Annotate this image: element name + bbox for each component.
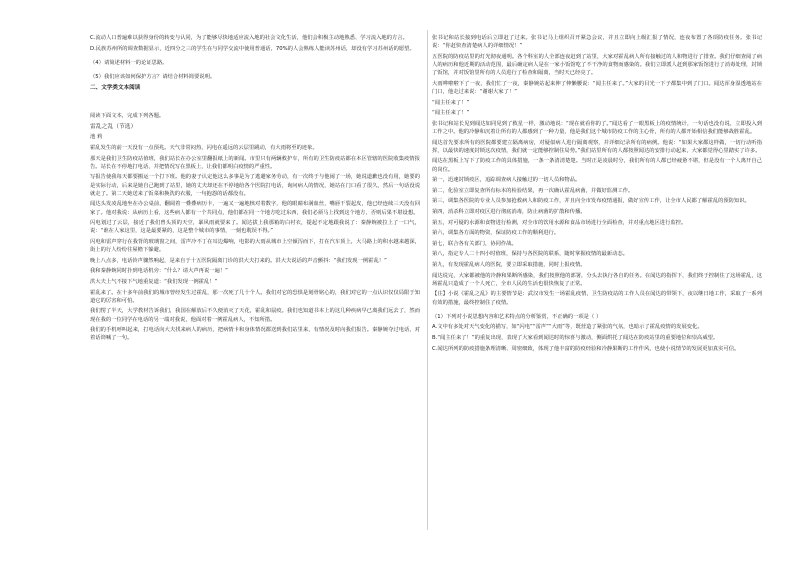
paragraph: 我们的手机呼叫起来，打电话向大夫找来病人的病历，把病情卡和身体情况都送到我们站里来，有情况及时向我们报告。秦静婉夺过电话，对着话筒喊了一句。 <box>90 327 420 342</box>
blank-space <box>90 94 420 112</box>
instruction: 阅读下面文本，完成下列各题。 <box>90 113 165 120</box>
measure-item: 第七，联合各有关部门，协同作战。 <box>432 240 517 247</box>
paragraph: 大雨哗啦啦下了一夜，我们忙了一夜，秦静婉站起来伸了伸懒腰说：“闻主任来了。”大家的目光一下子都集中到了门口。闻达浑身湿透地站在门口，他走过来说：“谢谢大家了！” <box>432 80 762 95</box>
paragraph: 五医院的防疫站里的灯光彻夜通明。各个科室的人全部连夜赶到了站里，大家对霍乱病人所有接触过的人和物进行了排查。我们仔细查阅了病人的病历和他近期的活动范围，最后确定病人是在一家小饭馆吃了不干净的食物而感染的。我们立即派人赶到那家饭馆进行了消毒处理，封锁了饭馆，并对饭馆里所有的人员进行了检查和隔离，当时天已经亮了。 <box>432 53 762 77</box>
dialogue-line: “闻主任来了！” <box>432 110 470 117</box>
measure-item: 第二，化验室立即复查所有标本的检验结果，再一次确认霍乱病菌，并做好监测工作。 <box>432 187 634 194</box>
paragraph: 霍乱发生的前一天没有一点预兆。天气非常闷热，闪电在遥远的云层里跳动，有大雨将至的迹象。 <box>90 144 318 151</box>
measure-item: 第三，调集各医院的专业人员参加抢救病人和防疫工作，并且向全市发布疫情通报，做好宣传工作，让全市人民都了解霍乱的预防知识。 <box>432 198 750 205</box>
measure-item: 第一，迅速封锁疫区，追踪调查病人接触过的一切人员和物品。 <box>432 177 581 184</box>
paragraph: 闻达头发凌乱地坐在办公桌前，翻阅着一叠叠病历卡，一遍又一遍地核对着数字，他的眼睛布满血丝，嘴唇干裂起皮，他已经连续三天没有回家了。他对我说：从病历上看，这些病人都有一个共同点，他们都在同一个地方吃过东西，我们必须马上找到这个地方，否则后果不堪设想。 <box>90 201 420 216</box>
section-heading: 二、文学类文本阅读 <box>90 84 141 91</box>
dialogue-line: “闻主任来了！” <box>432 99 470 106</box>
measure-item: 第六，调集各方面的物资，保证防疫工作的顺利进行。 <box>432 230 560 237</box>
question-5: （5）我们应该如何保护方言？请结合材料简要说明。 <box>90 74 216 80</box>
paragraph: 写报告使我每天都要搬运一个打下班。他的妻子认定他这么多事是为了逃避家务劳动，有一次终于与他闹了一场，她说道歉也没有用，她要的是实际行动，后来是她自己跑到了站里，她的丈夫却还在不停地给各个医院打电话，询问病人的情况，她站在门口看了很久，然后一句话没说就走了。第二天她送来了饭菜和换洗的衣服，一句抱怨的话都没有。 <box>90 174 420 197</box>
story-title: 雷乱之乱（节选） <box>90 123 137 130</box>
paragraph: 张书记和站长接到电话后立即赶了过来。张书记马上组织召开紧急会议，并且立即向上级汇报了情况，连夜布置了各项防疫任务。张书记说：“你赶快查清楚病人的详细情况！” <box>432 35 762 50</box>
question-1: （1）下列对小说思想内容和艺术特点的分析鉴赏，不正确的一项是（ ） <box>432 313 602 320</box>
right-column <box>432 34 762 355</box>
paragraph: 洪大夫上气不接下气地重复道：“我们发现一例霍乱！” <box>90 278 218 285</box>
measure-item: 第四，消杀科立即对疫区进行彻底消毒，防止病菌的扩散和传播。 <box>432 208 586 215</box>
footnote: 【注】小说《霍乱之乱》的主要情节是：武汉市发生一场霍乱疫情，卫生防疫站的工作人员在闻达的带领下，夜以继日地工作，采取了一系列有效的措施，最终控制住了疫情。 <box>432 291 762 306</box>
paragraph: 闻达说完，大家都被他的冷静和果断所感染，我们按照他的部署，分头去执行各自的任务。在闻达的指挥下，我们终于控制住了这场霍乱，这场霍乱只造成了一个人死亡，全市人民的生活也很快恢复了正常。 <box>432 272 762 287</box>
paragraph: 闻达首先要求所有的医院都要建立隔离病房，对疑似病人进行隔离观察，并详细记录所有的病例。他说：“如果大家都这样做，一切行动听指挥，以最快的速度封锁这次疫情，我们就一定能够控制住局势。”我们站里所有的人都按照闻达的安排行动起来，大家都觉得心里踏实了许多。 <box>432 139 762 154</box>
paragraph: 我们愣了半天，大学教材告诉我们，我国在解放后不久便消灭了天花，霍乱和鼠疫。我们也知道书本上的这几种疾病早已离我们远去了，然而现在我的一位同学在电话的另一端对我说，他面对着一例霍乱病人，不知所措。 <box>90 308 420 323</box>
paragraph: D.民族苏州所的调查数据显示，近四分之三的学生在与同学交流中使用普通话，70%的人会熟练人能读苏州话，却没有学习苏州话的愿望。 <box>90 45 415 52</box>
option-b: B.“闻主任来了！”的重复出现，表现了大家看到闻达时的惊喜与激动，侧面烘托了闻达在防疫站里的重要地位和崇高威望。 <box>432 334 719 341</box>
measure-item: 第五，对可疑的水源和食物进行检测，对全市的饮用水源和食品市场进行全面检查，并对重点地区进行监控。 <box>432 219 687 226</box>
paragraph: 晚上八点多，电话铃声骤然响起，是来自于十五医院隔离门诊的洪大夫打来的。洪大夫说话的声音颤抖：“我们发现一例霍乱！” <box>90 257 387 264</box>
paragraph: 霍乱来了。在十多年前我们的城市曾经发生过霍乱，那一次死了几十个人。我们对它的恐惧是刻骨铭心的，我们对它的一点认识仅仅局限于知道它的厉害和可怕。 <box>90 289 420 304</box>
author: 池 莉 <box>90 134 103 141</box>
measure-item: 第九，有发现霍乱病人的医院，要立即采取措施，同时上报疫情。 <box>432 261 586 268</box>
paragraph: C.流动人口普遍难以获得身份的转变与认同，为了能够尽快地适应流入地的社会文化生活，他们会积极主动地熟悉、学习流入地的方言。 <box>90 35 408 41</box>
option-c: C.闻达所列的防疫措施条理清晰、周密细致，体现了他丰富的防疫经验和冷静果断的工作作风，也使小说情节的发展更加真实可信。 <box>432 345 740 352</box>
paragraph: 闪电和雷声穿行在我背的玻璃窗之间，雷声冷不丁在耳边爆响，电影的大雨从城市上空倾泻而下，打在汽车顶上，大马路上的积水越来越深，街上的行人纷纷往屋檐下躲避。 <box>90 238 420 254</box>
paragraph: 张书记和站长见到闻达如同见到了救星一样，激动地说：“现在就看你的了。”闻达看了一眼黑板上的疫情统计，一句话也没有说，立即投入到工作之中。他的冷静和沉着让所有的人都感到了一种力量，他是我们这个城市防疫工作的主心骨，所有的人都开始相信我们能够战胜霍乱。 <box>432 120 762 135</box>
question-4: （4）请简述材料一的论证思路。 <box>90 59 168 66</box>
paragraph: 闻达在黑板上写下了防疫工作的具体措施，一条一条清清楚楚。当时正是凌晨时分，我们所有的人都已经疲惫不堪，但是没有一个人离开自己的岗位。 <box>432 158 762 173</box>
paragraph: 那天是我们卫生防疫站值班，我们站长在办公室里翻报纸上的新闻。市里只有两辆救护车，所有的卫生防疫站都在本区管辖的医院收集疫情报告。站长在不停地打电话，并把情况写在黑板上，让我们都明白疫情的严重性。 <box>90 155 420 170</box>
left-column <box>90 34 420 345</box>
option-a: A.文中有多处对天气变化的描写，如“闪电”“雷声”“大雨”等，既营造了紧张的气氛，也暗示了霍乱疫情的发展变化。 <box>432 324 703 331</box>
paragraph: 闪电划过了云层，接近了我们曾头顶的天空，暴风雨就要来了。闻达拔上我那箱的白衬衣，提起不定地跟我说了：秦静婉被拉上了一口气，说：“谁在人家这里，这是最要紧的，这是整个城市的事情，一刻也耽误不得。” <box>90 220 420 235</box>
measure-item: 第八，指定专人二十四小时值班，保持与各医院的联系，随时掌握疫情的最新动态。 <box>432 251 628 258</box>
column-divider <box>427 30 428 530</box>
paragraph: 我和秦静婉同时扑到电话机旁：“什么？请大声再说一遍！” <box>90 268 228 275</box>
